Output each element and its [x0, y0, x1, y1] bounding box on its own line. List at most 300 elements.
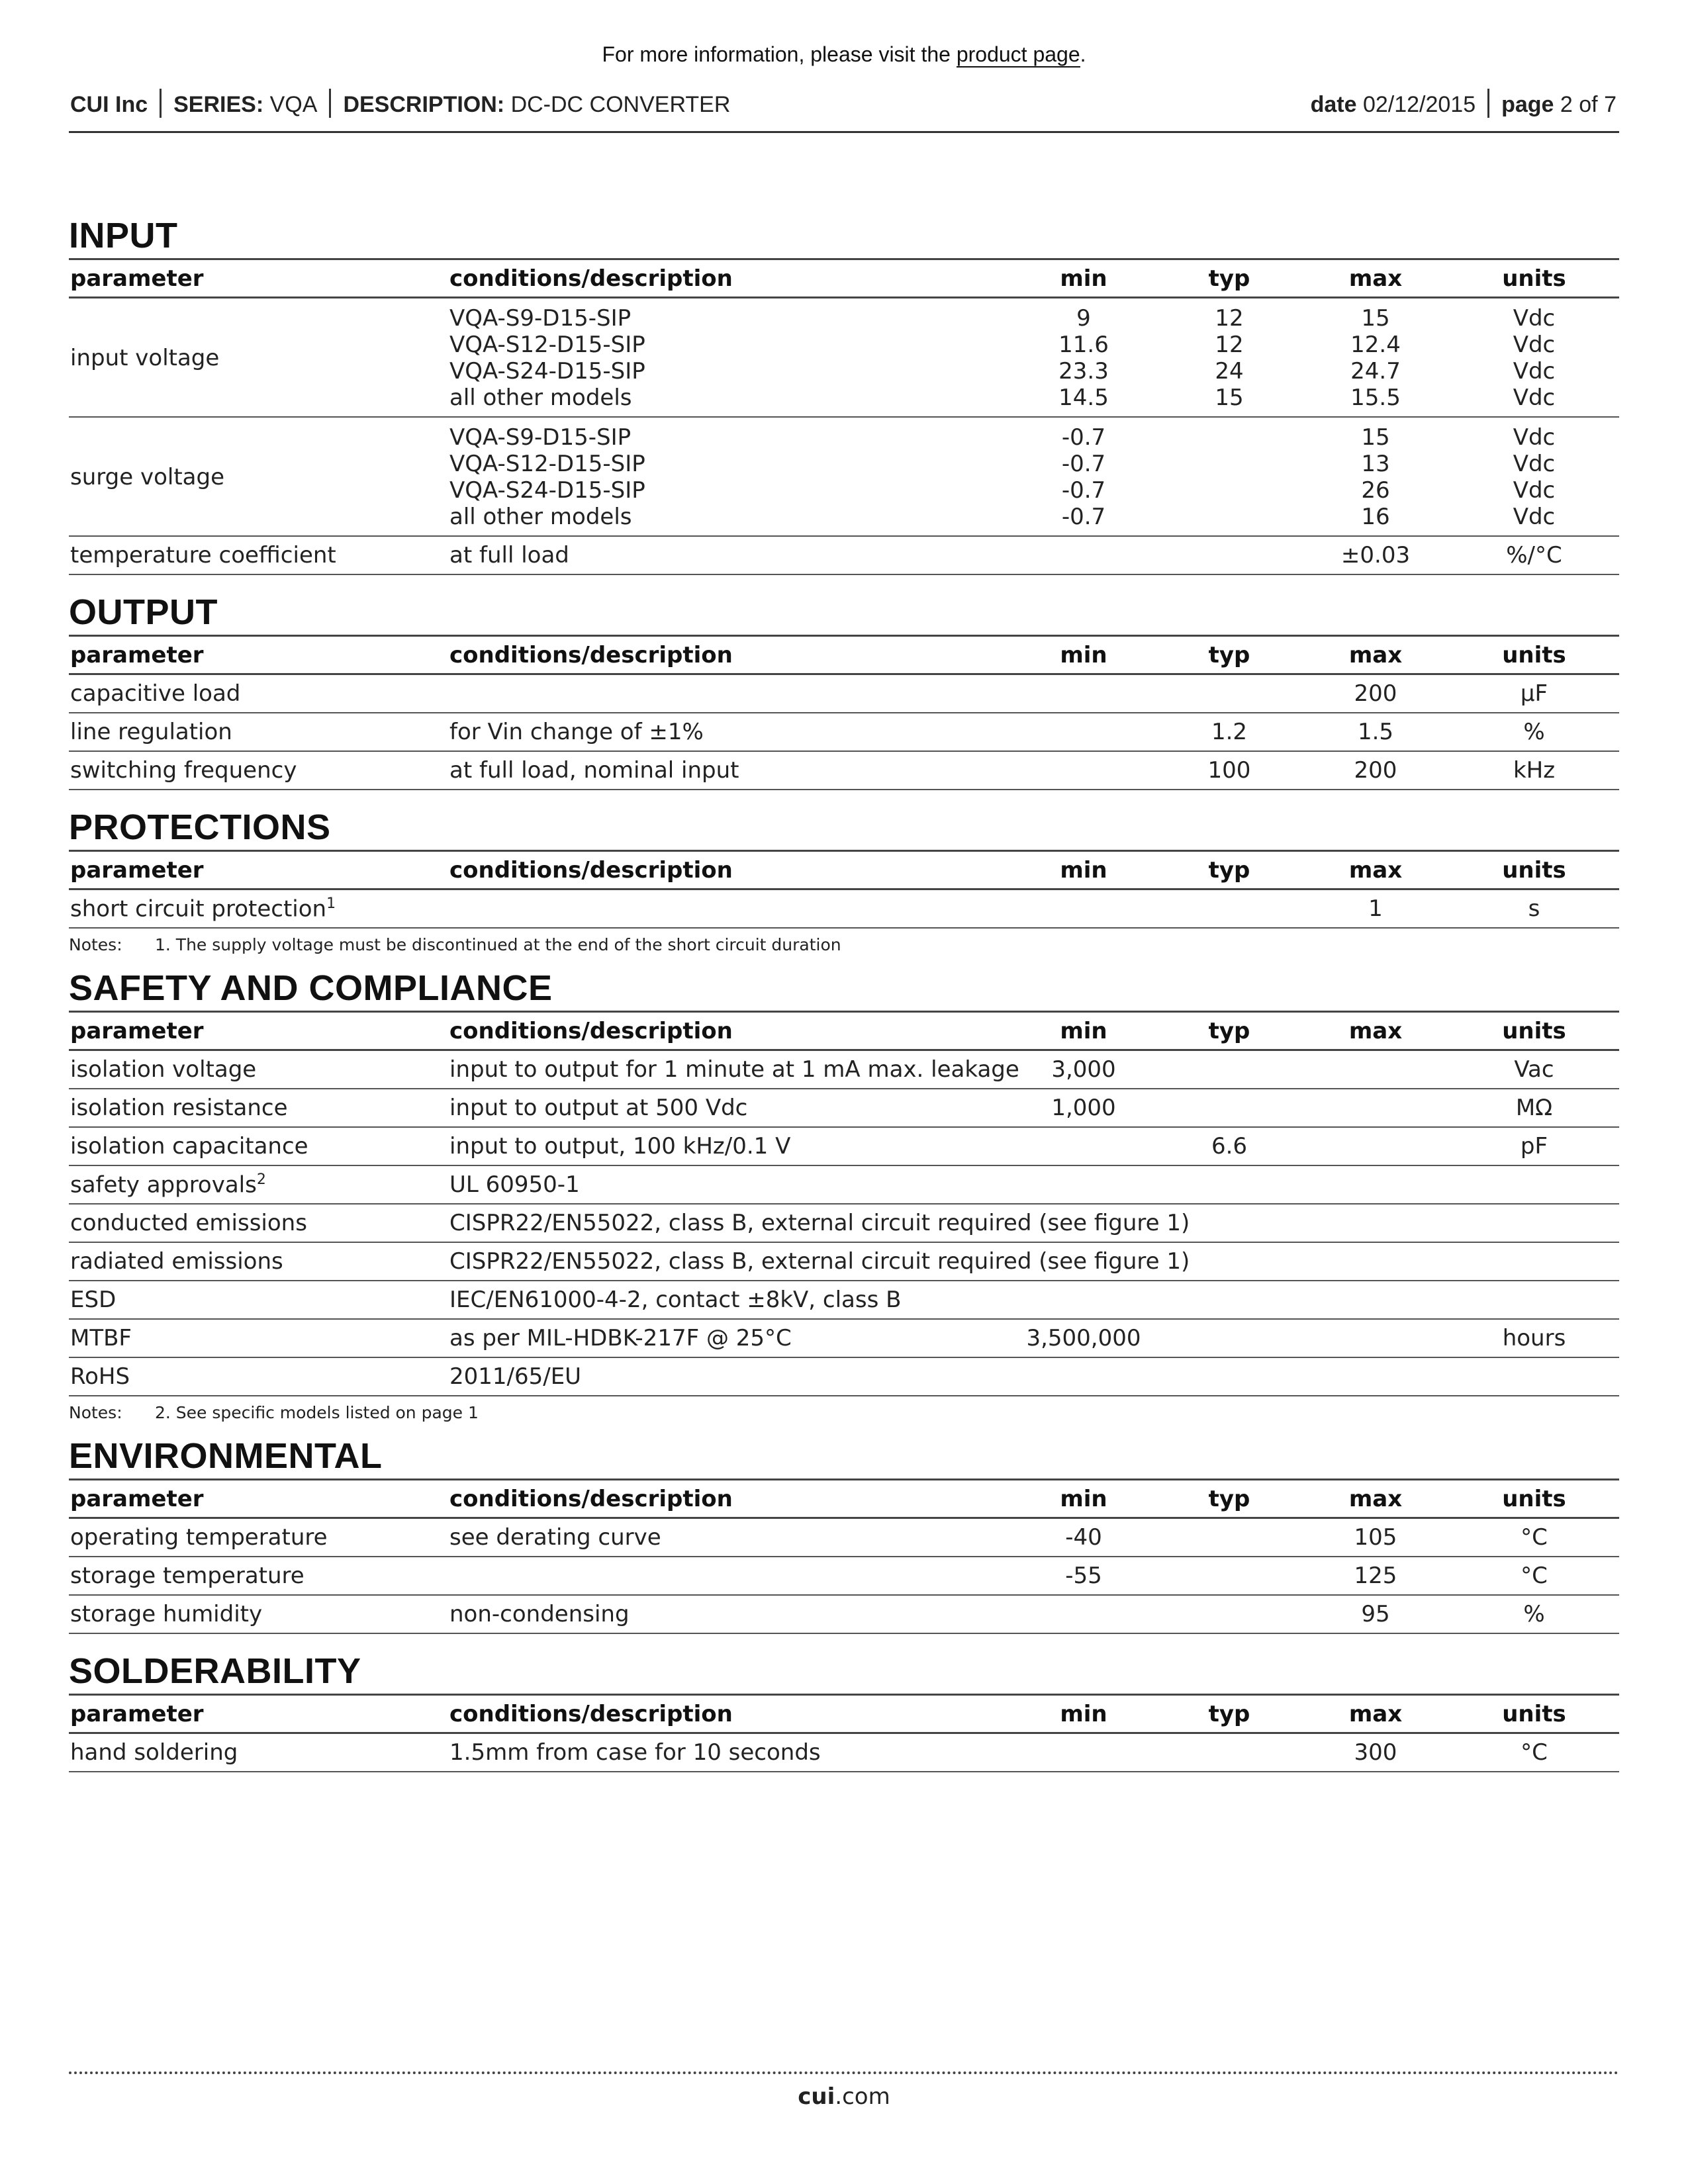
param-value: storage humidity	[70, 1601, 263, 1627]
max-cell	[1302, 1050, 1449, 1089]
col-min: min	[1011, 259, 1156, 298]
typ-cell	[1156, 1127, 1302, 1165]
param-cell	[69, 1557, 448, 1595]
min-cell	[1011, 1319, 1156, 1357]
param-cell	[69, 1518, 448, 1557]
section-title: INPUT	[69, 216, 178, 255]
page-label: page	[1501, 91, 1554, 117]
min-line: 9	[1076, 305, 1091, 332]
typ-line: 12	[1215, 305, 1244, 332]
cond-line: all other models	[449, 385, 632, 411]
col-typ: typ	[1156, 1480, 1302, 1518]
table-row	[69, 889, 1619, 929]
typ-line: 24	[1215, 358, 1244, 385]
col-max: max	[1302, 1012, 1449, 1050]
cond-value: at full load, nominal input	[449, 757, 739, 784]
min-line: -0.7	[1061, 424, 1106, 451]
min-value: -40	[1065, 1524, 1102, 1551]
series-value: VQA	[269, 91, 318, 117]
protections-table	[69, 850, 1619, 929]
max-cell	[1302, 1089, 1449, 1127]
table-row	[69, 1319, 1619, 1357]
param-cell	[69, 1595, 448, 1633]
cond-cell	[448, 417, 1011, 536]
col-typ: typ	[1156, 259, 1302, 298]
col-conditions: conditions/description	[448, 1012, 1011, 1050]
col-units: units	[1449, 1695, 1619, 1733]
cond-cell	[448, 1165, 1011, 1204]
max-cell	[1302, 1242, 1449, 1281]
typ-cell	[1156, 298, 1302, 418]
units-cell	[1449, 1050, 1619, 1089]
units-cell	[1449, 1242, 1619, 1281]
cond-cell	[448, 713, 1011, 751]
max-line: 13	[1361, 451, 1390, 477]
units-cell	[1449, 751, 1619, 790]
notes-label: Notes:	[69, 935, 122, 954]
param-value: MTBF	[70, 1325, 132, 1351]
param-cell	[69, 1204, 448, 1242]
param-cell	[69, 1050, 448, 1089]
col-max: max	[1302, 1695, 1449, 1733]
min-cell	[1011, 674, 1156, 713]
max-cell	[1302, 1204, 1449, 1242]
table-header-row	[69, 259, 1619, 298]
header-divider	[1487, 89, 1489, 118]
cond-value: UL 60950-1	[449, 1171, 580, 1198]
param-cell	[69, 751, 448, 790]
units-cell	[1449, 1281, 1619, 1319]
cond-cell	[448, 1557, 1011, 1595]
units-value: kHz	[1513, 757, 1556, 784]
cond-value: see derating curve	[449, 1524, 661, 1551]
notes-label: Notes:	[69, 1403, 122, 1422]
param-cell: input voltage	[69, 298, 448, 418]
max-cell	[1302, 1557, 1449, 1595]
cond-cell	[448, 1281, 1011, 1319]
cond-value: non-condensing	[449, 1601, 630, 1627]
safety-notes	[69, 1396, 1619, 1430]
max-line: 15	[1361, 305, 1390, 332]
description-label: DESCRIPTION:	[343, 91, 505, 117]
section-title: ENVIRONMENTAL	[69, 1436, 383, 1476]
max-line: 15	[1361, 424, 1390, 451]
input-section	[69, 213, 1619, 575]
col-conditions: conditions/description	[448, 851, 1011, 889]
units-value: Vac	[1514, 1056, 1554, 1083]
cond-cell	[448, 1733, 1011, 1772]
typ-cell	[1156, 1165, 1302, 1204]
col-conditions: conditions/description	[448, 259, 1011, 298]
max-value: 95	[1361, 1601, 1390, 1627]
typ-value: 1.2	[1211, 719, 1248, 745]
units-cell	[1449, 1089, 1619, 1127]
max-cell	[1302, 1319, 1449, 1357]
col-conditions: conditions/description	[448, 1695, 1011, 1733]
table-row	[69, 1595, 1619, 1633]
max-cell	[1302, 889, 1449, 929]
col-parameter: parameter	[69, 1480, 448, 1518]
units-cell	[1449, 1518, 1619, 1557]
table-header-row	[69, 636, 1619, 674]
typ-cell	[1156, 1357, 1302, 1396]
param-value: radiated emissions	[70, 1248, 283, 1275]
typ-cell	[1156, 1050, 1302, 1089]
min-cell	[1011, 1595, 1156, 1633]
table-row	[69, 1089, 1619, 1127]
max-cell	[1302, 1165, 1449, 1204]
max-line: 26	[1361, 477, 1390, 504]
typ-line: 15	[1215, 385, 1244, 411]
note-text: 2. See specific models listed on page 1	[155, 1403, 479, 1422]
output-section	[69, 590, 1619, 790]
table-row	[69, 1204, 1619, 1242]
param-value: isolation resistance	[70, 1095, 288, 1121]
param-value: capacitive load	[70, 680, 241, 707]
series-label: SERIES:	[173, 91, 264, 117]
col-min: min	[1011, 636, 1156, 674]
units-value: µF	[1520, 680, 1548, 707]
param-value: safety approvals	[70, 1171, 257, 1199]
header-right	[1311, 91, 1617, 120]
param-value: ESD	[70, 1287, 117, 1313]
min-cell	[1011, 536, 1156, 574]
environmental-section	[69, 1433, 1619, 1634]
units-cell	[1449, 674, 1619, 713]
units-line: Vdc	[1513, 504, 1556, 530]
safety-table	[69, 1011, 1619, 1396]
units-line: Vdc	[1513, 385, 1556, 411]
min-line: 23.3	[1058, 358, 1109, 385]
col-parameter: parameter	[69, 636, 448, 674]
cond-cell	[448, 1204, 1190, 1242]
max-value: 1	[1368, 895, 1383, 922]
typ-cell	[1156, 674, 1302, 713]
min-line: -0.7	[1061, 477, 1106, 504]
units-value: s	[1528, 895, 1540, 922]
param-value: RoHS	[70, 1363, 130, 1390]
cond-cell	[448, 889, 1011, 929]
param-cell	[69, 1319, 448, 1357]
typ-cell	[1156, 751, 1302, 790]
min-value: 1,000	[1051, 1095, 1116, 1121]
units-value: MΩ	[1515, 1095, 1553, 1121]
min-line: 14.5	[1058, 385, 1109, 411]
cond-value: as per MIL-HDBK-217F @ 25°C	[449, 1325, 792, 1351]
max-value: 1.5	[1357, 719, 1394, 745]
col-typ: typ	[1156, 1695, 1302, 1733]
param-cell	[69, 1281, 448, 1319]
units-cell	[1449, 713, 1619, 751]
max-cell	[1302, 1595, 1449, 1633]
min-cell	[1011, 1518, 1156, 1557]
max-cell	[1302, 1127, 1449, 1165]
cond-line: VQA-S12-D15-SIP	[449, 451, 645, 477]
table-row	[69, 536, 1619, 574]
table-row	[69, 1127, 1619, 1165]
units-cell: %/°C	[1449, 536, 1619, 574]
units-cell	[1449, 1165, 1619, 1204]
units-line: Vdc	[1513, 451, 1556, 477]
col-parameter: parameter	[69, 1695, 448, 1733]
col-max: max	[1302, 851, 1449, 889]
cond-line: VQA-S9-D15-SIP	[449, 305, 632, 332]
footer-domain: .com	[835, 2083, 890, 2110]
typ-cell	[1156, 1733, 1302, 1772]
units-cell	[1449, 298, 1619, 418]
top-info-note	[0, 42, 1688, 67]
protections-notes	[69, 929, 1619, 962]
typ-cell	[1156, 1089, 1302, 1127]
param-cell	[69, 674, 448, 713]
units-value: %	[1523, 1601, 1545, 1627]
param-cell	[69, 1733, 448, 1772]
table-header-row	[69, 1012, 1619, 1050]
max-value: 200	[1354, 680, 1397, 707]
col-units: units	[1449, 1012, 1619, 1050]
output-table	[69, 635, 1619, 790]
section-title: OUTPUT	[69, 592, 218, 632]
typ-cell	[1156, 536, 1302, 574]
units-cell	[1449, 1319, 1619, 1357]
param-value: storage temperature	[70, 1563, 305, 1589]
units-cell	[1449, 1204, 1619, 1242]
typ-value: 100	[1207, 757, 1251, 784]
cond-value: IEC/EN61000-4-2, contact ±8kV, class B	[449, 1287, 902, 1313]
footer	[0, 2083, 1688, 2110]
max-cell: ±0.03	[1302, 536, 1449, 574]
cond-cell	[448, 1242, 1190, 1281]
max-value: 200	[1354, 757, 1397, 784]
min-cell	[1011, 889, 1156, 929]
typ-cell	[1156, 713, 1302, 751]
cond-value: for Vin change of ±1%	[449, 719, 704, 745]
solderability-section	[69, 1649, 1619, 1772]
col-min: min	[1011, 851, 1156, 889]
max-cell	[1302, 674, 1449, 713]
safety-section	[69, 966, 1619, 1430]
cond-cell	[448, 1595, 1011, 1633]
table-row	[69, 1281, 1619, 1319]
typ-cell	[1156, 1557, 1302, 1595]
units-cell	[1449, 417, 1619, 536]
min-cell	[1011, 1050, 1156, 1089]
solderability-table	[69, 1694, 1619, 1772]
col-min: min	[1011, 1480, 1156, 1518]
cond-cell	[448, 1319, 1011, 1357]
footnote-ref: 1	[326, 895, 336, 912]
cond-value: input to output at 500 Vdc	[449, 1095, 748, 1121]
section-title: PROTECTIONS	[69, 807, 331, 847]
table-row	[69, 1050, 1619, 1089]
param-value: hand soldering	[70, 1739, 238, 1766]
units-cell	[1449, 1733, 1619, 1772]
units-value: pF	[1520, 1133, 1548, 1160]
header-divider	[329, 89, 331, 118]
col-conditions: conditions/description	[448, 1480, 1011, 1518]
max-value: 300	[1354, 1739, 1397, 1766]
col-parameter: parameter	[69, 851, 448, 889]
min-cell	[1011, 1557, 1156, 1595]
param-cell	[69, 713, 448, 751]
min-cell	[1011, 1733, 1156, 1772]
table-row	[69, 1357, 1619, 1396]
cond-cell	[448, 1357, 1011, 1396]
units-cell	[1449, 1595, 1619, 1633]
table-row	[69, 1518, 1619, 1557]
units-line: Vdc	[1513, 424, 1556, 451]
max-line: 15.5	[1350, 385, 1401, 411]
typ-cell	[1156, 1319, 1302, 1357]
units-value: °C	[1521, 1563, 1548, 1589]
units-value: hours	[1502, 1325, 1566, 1351]
max-cell	[1302, 1518, 1449, 1557]
min-cell	[1011, 1127, 1156, 1165]
cond-cell: at full load	[448, 536, 1011, 574]
max-cell	[1302, 1733, 1449, 1772]
units-value: °C	[1521, 1739, 1548, 1766]
param-cell	[69, 1242, 448, 1281]
cond-line: VQA-S12-D15-SIP	[449, 332, 645, 358]
param-value: switching frequency	[70, 757, 297, 784]
param-cell	[69, 889, 448, 929]
min-cell	[1011, 1089, 1156, 1127]
spec-content	[69, 213, 1619, 1787]
cond-cell	[448, 1050, 1019, 1089]
min-line: -0.7	[1061, 451, 1106, 477]
cond-value: 1.5mm from case for 10 seconds	[449, 1739, 821, 1766]
units-line: Vdc	[1513, 477, 1556, 504]
cond-cell	[448, 1518, 1011, 1557]
max-cell	[1302, 298, 1449, 418]
table-header-row	[69, 1695, 1619, 1733]
units-cell	[1449, 889, 1619, 929]
table-row	[69, 1733, 1619, 1772]
table-row	[69, 751, 1619, 790]
min-cell	[1011, 1281, 1156, 1319]
cond-cell	[448, 674, 1011, 713]
table-row	[69, 298, 1619, 418]
cond-value: input to output, 100 kHz/0.1 V	[449, 1133, 791, 1160]
min-cell	[1011, 751, 1156, 790]
col-typ: typ	[1156, 851, 1302, 889]
units-line: Vdc	[1513, 358, 1556, 385]
input-table	[69, 258, 1619, 575]
typ-cell	[1156, 1518, 1302, 1557]
max-cell	[1302, 1357, 1449, 1396]
cond-cell	[448, 1127, 1011, 1165]
product-page-link[interactable]: product page	[956, 42, 1080, 66]
section-title: SOLDERABILITY	[69, 1651, 361, 1691]
table-row	[69, 1242, 1619, 1281]
max-cell	[1302, 417, 1449, 536]
cond-line: VQA-S24-D15-SIP	[449, 477, 645, 504]
cond-line: all other models	[449, 504, 632, 530]
min-cell	[1011, 417, 1156, 536]
param-cell	[69, 1127, 448, 1165]
units-cell	[1449, 1557, 1619, 1595]
footer-divider	[69, 2071, 1619, 2074]
col-max: max	[1302, 259, 1449, 298]
min-cell	[1011, 298, 1156, 418]
cond-value: input to output for 1 minute at 1 mA max. leakage	[449, 1056, 1019, 1083]
min-cell	[1011, 713, 1156, 751]
min-value: -55	[1065, 1563, 1102, 1589]
table-header-row	[69, 1480, 1619, 1518]
max-cell	[1302, 713, 1449, 751]
units-cell	[1449, 1357, 1619, 1396]
company-name: CUI Inc	[70, 91, 148, 117]
max-line: 16	[1361, 504, 1390, 530]
cond-value: 2011/65/EU	[449, 1363, 582, 1390]
min-value: 3,500,000	[1026, 1325, 1141, 1351]
footnote-ref: 2	[256, 1171, 266, 1188]
typ-cell	[1156, 1595, 1302, 1633]
param-cell: temperature coefficient	[69, 536, 448, 574]
col-max: max	[1302, 1480, 1449, 1518]
description-value: DC-DC CONVERTER	[510, 91, 731, 117]
cond-value: CISPR22/EN55022, class B, external circuit required (see figure 1)	[449, 1248, 1190, 1275]
typ-cell	[1156, 417, 1302, 536]
param-value: line regulation	[70, 719, 232, 745]
page-header	[69, 85, 1619, 133]
info-period: .	[1080, 42, 1086, 66]
min-cell	[1011, 1165, 1156, 1204]
col-parameter: parameter	[69, 1012, 448, 1050]
page-value: 2 of 7	[1560, 91, 1617, 117]
cond-cell	[448, 1089, 1011, 1127]
param-value: short circuit protection	[70, 895, 327, 923]
info-text: For more information, please visit the	[602, 42, 951, 66]
col-units: units	[1449, 636, 1619, 674]
param-cell	[69, 1357, 448, 1396]
date-value: 02/12/2015	[1362, 91, 1476, 117]
col-conditions: conditions/description	[448, 636, 1011, 674]
protections-section	[69, 805, 1619, 962]
cond-cell	[448, 751, 1011, 790]
table-row	[69, 1557, 1619, 1595]
cond-value: CISPR22/EN55022, class B, external circuit required (see figure 1)	[449, 1210, 1190, 1236]
col-max: max	[1302, 636, 1449, 674]
table-row	[69, 674, 1619, 713]
max-line: 24.7	[1350, 358, 1401, 385]
col-units: units	[1449, 259, 1619, 298]
typ-cell	[1156, 1281, 1302, 1319]
col-typ: typ	[1156, 1012, 1302, 1050]
col-typ: typ	[1156, 636, 1302, 674]
table-row	[69, 1165, 1619, 1204]
typ-cell	[1156, 889, 1302, 929]
cond-line: VQA-S24-D15-SIP	[449, 358, 645, 385]
cond-line: VQA-S9-D15-SIP	[449, 424, 632, 451]
param-cell: surge voltage	[69, 417, 448, 536]
footer-brand: cui	[798, 2083, 835, 2110]
typ-line: 12	[1215, 332, 1244, 358]
col-min: min	[1011, 1695, 1156, 1733]
cond-cell	[448, 298, 1011, 418]
date-label: date	[1310, 91, 1357, 117]
min-value: 3,000	[1051, 1056, 1116, 1083]
header-divider	[160, 89, 162, 118]
units-value: %	[1523, 719, 1545, 745]
section-title: SAFETY AND COMPLIANCE	[69, 968, 553, 1008]
table-header-row	[69, 851, 1619, 889]
max-line: 12.4	[1350, 332, 1401, 358]
min-line: -0.7	[1061, 504, 1106, 530]
header-left	[70, 91, 730, 120]
col-parameter: parameter	[69, 259, 448, 298]
max-value: 125	[1354, 1563, 1397, 1589]
